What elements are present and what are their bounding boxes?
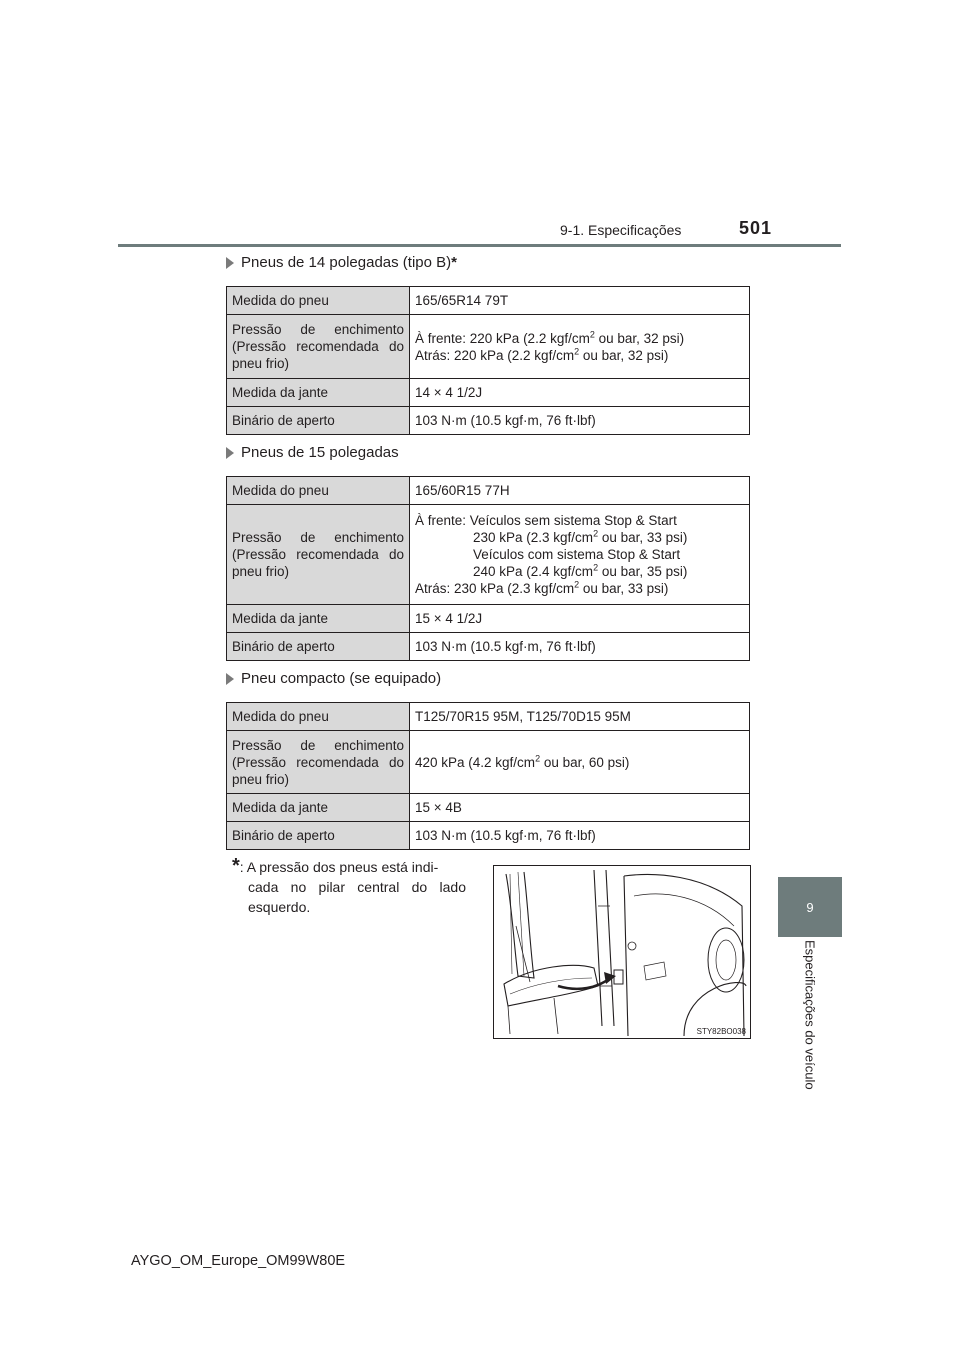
bullet-triangle-icon xyxy=(226,673,234,685)
table-row xyxy=(227,633,750,661)
table-row xyxy=(227,703,750,731)
page-number: 501 xyxy=(739,218,773,238)
row-key: Medida do pneu xyxy=(227,287,410,315)
section-title-compact xyxy=(226,670,441,687)
footnote-text: : A pressão dos pneus está indi- xyxy=(239,859,439,875)
row-value: 103 N·m (10.5 kgf·m, 76 ft·lbf) xyxy=(410,633,750,661)
row-key: Pressão de enchimento (Pressão recomendada do pneu frio) xyxy=(227,505,410,605)
row-key: Pressão de enchimento (Pressão recomendada do pneu frio) xyxy=(227,731,410,794)
table-row xyxy=(227,407,750,435)
section-title-text: Pneus de 14 polegadas (tipo B) xyxy=(241,254,452,271)
table-row xyxy=(227,315,750,379)
row-value: À frente: 220 kPa (2.2 kgf/$cm^2$ ou bar, 32 psi) Atrás: 220 kPa (2.2 kgf/$cm^2$ ou bar, 32 psi) xyxy=(410,315,750,379)
table-row xyxy=(227,822,750,850)
row-value: 420 kPa (4.2 kgf/$cm^2$ ou bar, 60 psi) xyxy=(410,731,750,794)
table-row xyxy=(227,505,750,605)
table-row xyxy=(227,379,750,407)
header-divider xyxy=(118,244,841,247)
section-title-14-inch: Pneus de 14 polegadas (tipo B) * xyxy=(226,254,457,271)
footnote-text-continued: cada no pilar central do lado esquerdo. xyxy=(248,879,466,915)
row-key: Medida da jante xyxy=(227,605,410,633)
spec-table-14-inch xyxy=(226,286,750,435)
car-interior-drawing xyxy=(494,866,750,1038)
table-row xyxy=(227,605,750,633)
row-value: 103 N·m (10.5 kgf·m, 76 ft·lbf) xyxy=(410,822,750,850)
tire-pressure-label-illustration xyxy=(493,865,751,1039)
bullet-triangle-icon xyxy=(226,257,234,269)
spec-table-compact xyxy=(226,702,750,850)
row-value: À frente: Veículos sem sistema Stop & Start 230 kPa (2.3 kgf/$cm^2$ ou bar, 33 psi) Veículos com sistema Stop & Start 240 kPa (2.4 kgf/$cm^2$ ou bar, 35 psi) Atrás: 230 kPa (2.3 kgf/$cm^2$ ou bar, 33 psi) xyxy=(410,505,750,605)
row-value: 14 × 4 1/2J xyxy=(410,379,750,407)
row-key: Medida da jante xyxy=(227,794,410,822)
section-title-text: Pneus de 15 polegadas xyxy=(241,444,399,461)
spec-table-15-inch xyxy=(226,476,750,661)
chapter-label xyxy=(772,940,848,1120)
row-value: 15 × 4B xyxy=(410,794,750,822)
row-value: 103 N·m (10.5 kgf·m, 76 ft·lbf) xyxy=(410,407,750,435)
section-title-15-inch xyxy=(226,444,399,461)
chapter-label-text: Especificações do veículo xyxy=(802,940,818,1090)
row-key: Medida do pneu xyxy=(227,703,410,731)
header-section-title: 9-1. Especificações xyxy=(560,222,682,238)
row-key: Binário de aperto xyxy=(227,633,410,661)
row-key: Binário de aperto xyxy=(227,822,410,850)
table-row xyxy=(227,287,750,315)
section-title-text: Pneu compacto (se equipado) xyxy=(241,670,442,687)
footnote xyxy=(232,856,466,917)
table-row xyxy=(227,477,750,505)
table-row xyxy=(227,794,750,822)
row-key: Medida do pneu xyxy=(227,477,410,505)
table-row xyxy=(227,731,750,794)
document-footer: AYGO_OM_Europe_OM99W80E xyxy=(131,1253,346,1269)
footnote-mark: * xyxy=(232,855,240,877)
row-key: Medida da jante xyxy=(227,379,410,407)
figure-code: STY82BO038 xyxy=(696,1027,746,1036)
row-value: T125/70R15 95M, T125/70D15 95M xyxy=(410,703,750,731)
chapter-tab[interactable]: 9 xyxy=(778,877,842,937)
row-value: 15 × 4 1/2J xyxy=(410,605,750,633)
row-value: 165/60R15 77H xyxy=(410,477,750,505)
row-key: Binário de aperto xyxy=(227,407,410,435)
row-value: 165/65R14 79T xyxy=(410,287,750,315)
bullet-triangle-icon xyxy=(226,447,234,459)
row-key: Pressão de enchimento (Pressão recomendada do pneu frio) xyxy=(227,315,410,379)
